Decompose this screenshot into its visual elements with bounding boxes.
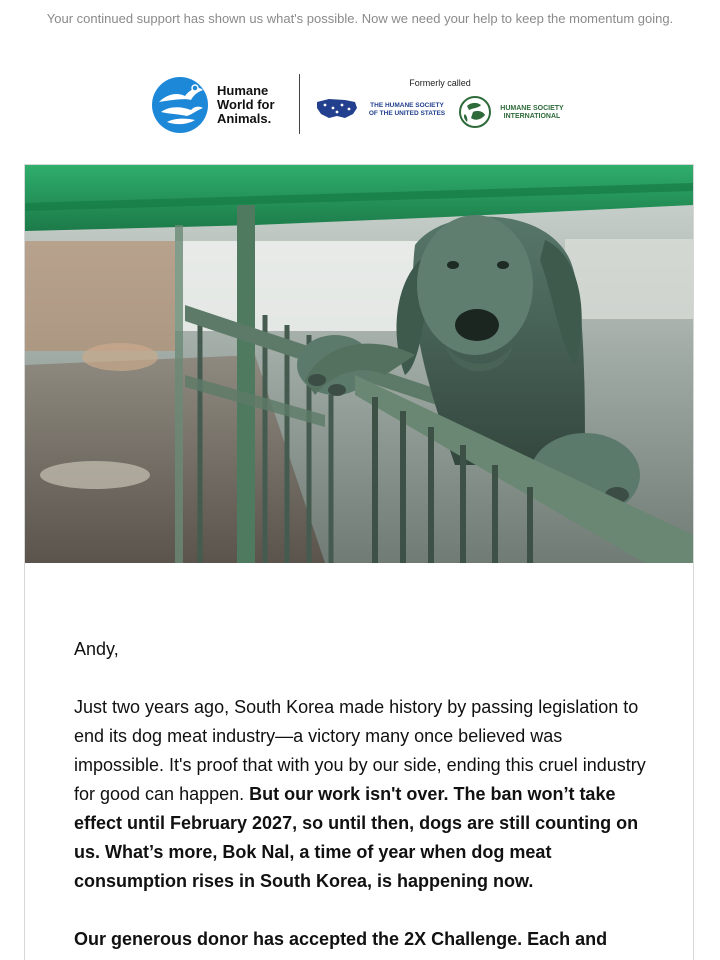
- email-content-card: [24, 164, 694, 960]
- paragraph-1: [74, 693, 654, 896]
- hwfa-logo-icon: [151, 76, 209, 134]
- globe-icon: [459, 96, 491, 128]
- preheader-text: Your continued support has shown us what's possible. Now we need your help to keep the momentum going.: [46, 11, 674, 26]
- brand-line-3: Animals.: [217, 111, 272, 126]
- paragraph-2-bold: Our generous donor has accepted the 2X Challenge. Each and: [74, 929, 608, 949]
- hsus-line-1: THE HUMANE SOCIETY: [370, 102, 444, 109]
- logo-divider: [299, 74, 300, 134]
- greeting: Andy,: [74, 639, 119, 659]
- paragraph-1-bold: But our work isn't over. The ban won’t take effect until February 2027, so until then, dogs are still counting on us. What’s more, Bok Nal, a time of year when dog meat consumption rises in South Korea, is happening now.: [74, 784, 639, 891]
- email-body: [74, 635, 654, 960]
- hsus-line-2: OF THE UNITED STATES: [368, 110, 446, 117]
- dog-photo-icon: [25, 165, 693, 563]
- us-map-icon: [315, 96, 359, 122]
- hsi-line-1: HUMANE SOCIETY: [500, 105, 564, 112]
- hsus-logo: [315, 96, 455, 122]
- paragraph-1-text: Just two years ago, South Korea made history by passing legislation to end its dog meat industry—a victory many once believed was impossible. It's proof that with you by our side, ending this cruel industry for good can happen.: [74, 697, 646, 804]
- hsi-logo: [459, 96, 579, 130]
- hsus-wordmark: [357, 102, 457, 118]
- hsi-wordmark: [492, 105, 572, 121]
- brand-line-2: World for: [217, 97, 275, 112]
- hero-image[interactable]: [25, 165, 693, 563]
- hwfa-wordmark: [217, 84, 297, 126]
- formerly-called-label: Formerly called: [409, 78, 471, 88]
- hsi-line-2: INTERNATIONAL: [503, 113, 561, 120]
- logo-header[interactable]: [0, 74, 720, 136]
- paragraph-2: [74, 925, 654, 954]
- brand-line-1: Humane: [217, 83, 269, 98]
